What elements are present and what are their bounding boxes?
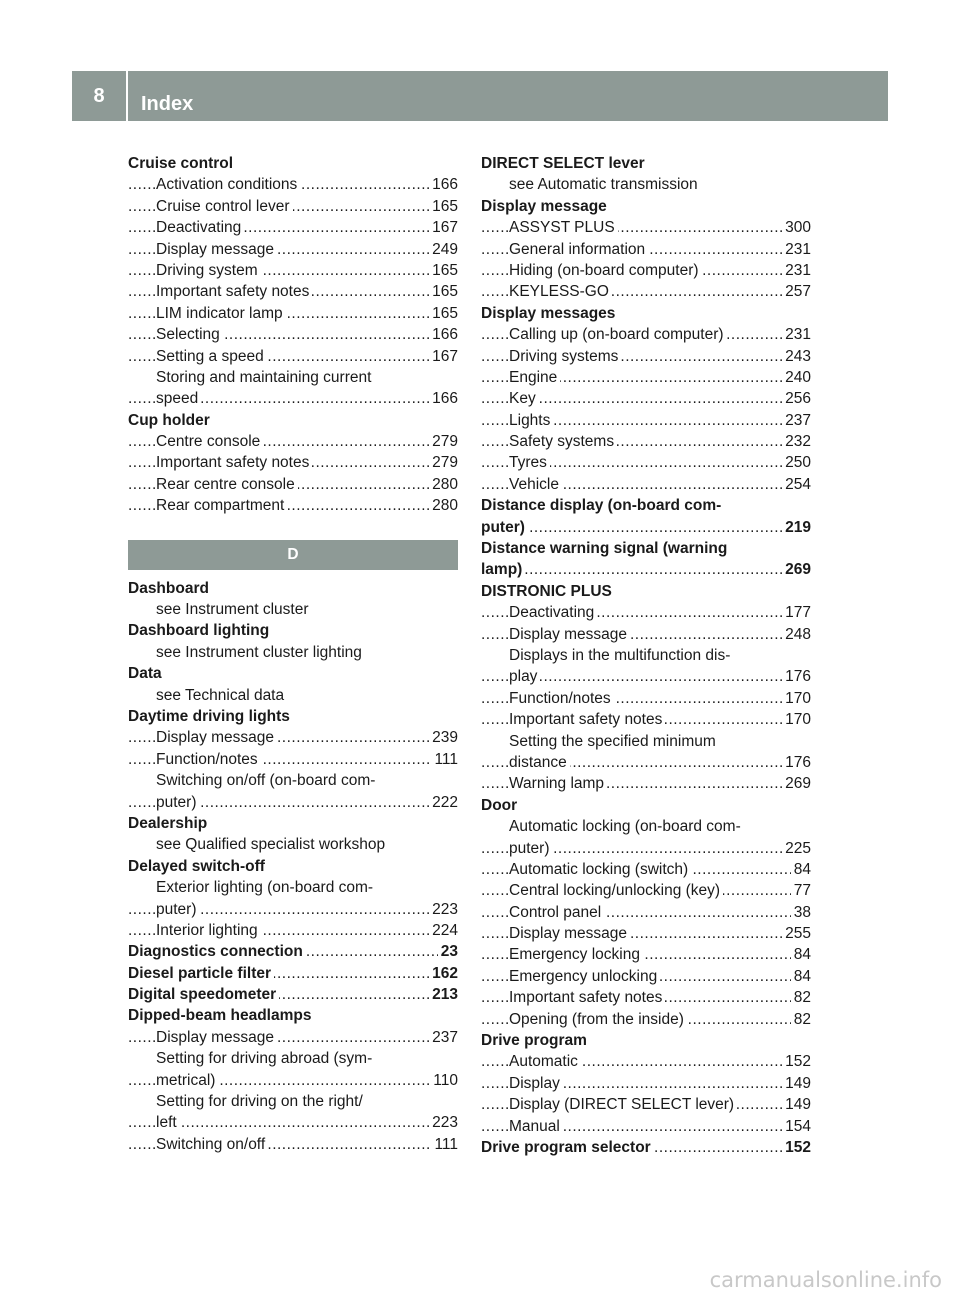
- index-entry-heading: [481, 153, 811, 174]
- entry-page-number: 167: [429, 217, 458, 238]
- entry-page-number: 162: [429, 963, 458, 984]
- entry-page-number: 222: [429, 792, 458, 813]
- index-entry-subitem: [481, 174, 811, 195]
- entry-page-number: 111: [431, 1134, 458, 1155]
- entry-label: Opening (from the inside): [509, 1011, 687, 1028]
- index-entry-subitem: [128, 685, 458, 706]
- entry-label: Engine: [509, 369, 560, 386]
- entry-label: Emergency unlocking: [509, 968, 660, 985]
- entry-label: Important safety notes: [156, 454, 312, 471]
- entry-label: Setting for driving on the right/: [156, 1093, 363, 1111]
- index-entry-subitem: [128, 727, 458, 748]
- index-entry-subitem: [481, 624, 811, 645]
- index-entry-subitem: [481, 324, 811, 345]
- entry-label: Automatic locking (on-board com-: [509, 818, 741, 836]
- index-entry-heading: [128, 410, 458, 431]
- entry-page-number: 84: [791, 966, 811, 987]
- entry-label: Dealership: [128, 814, 208, 832]
- index-entry-heading: [128, 813, 458, 834]
- index-entry-heading: [481, 538, 811, 559]
- index-entry-subitem: [128, 1112, 458, 1133]
- index-entry-subitem: [481, 239, 811, 260]
- entry-label: Control panel: [509, 904, 604, 921]
- entry-label: see Technical data: [156, 686, 285, 704]
- index-entry-subitem: [128, 877, 458, 898]
- index-entry-heading: [481, 1030, 811, 1051]
- index-entry-subitem: [481, 1051, 811, 1072]
- entry-label: Function/notes: [509, 690, 614, 707]
- entry-label: Display message: [509, 925, 630, 942]
- index-entry-subitem: [481, 944, 811, 965]
- entry-label: Data: [128, 665, 162, 683]
- index-entry-heading: [128, 706, 458, 727]
- index-entry-subitem: [481, 688, 811, 709]
- watermark: carmanualsonline.info: [709, 1268, 942, 1292]
- entry-page-number: 243: [782, 346, 811, 367]
- index-entry-subitem: [481, 388, 811, 409]
- index-entry-subitem: [128, 388, 458, 409]
- index-entry-subitem: [128, 174, 458, 195]
- index-entry-subitem: [481, 923, 811, 944]
- entry-label: Key: [509, 390, 539, 407]
- entry-label: see Automatic transmission: [509, 176, 698, 194]
- entry-label: Safety systems: [509, 433, 617, 450]
- entry-page-number: 23: [438, 941, 458, 962]
- entry-label: Central locking/unlocking (key): [509, 882, 723, 899]
- index-entry-heading: [481, 495, 811, 516]
- entry-page-number: 255: [782, 923, 811, 944]
- entry-label: Display (DIRECT SELECT lever): [509, 1096, 737, 1113]
- index-entry-subitem: [128, 920, 458, 941]
- index-entry-subitem: [481, 645, 811, 666]
- entry-label: Calling up (on-board computer): [509, 326, 727, 343]
- entry-label: Centre console: [156, 433, 263, 450]
- index-entry-heading: [128, 963, 458, 984]
- entry-label: Cup holder: [128, 411, 210, 429]
- entry-page-number: 279: [429, 452, 458, 473]
- index-entry-heading: [481, 581, 811, 602]
- index-entry-heading: [481, 303, 811, 324]
- entry-label: Rear compartment: [156, 497, 287, 514]
- entry-page-number: 269: [782, 773, 811, 794]
- entry-page-number: 110: [430, 1070, 458, 1091]
- entry-page-number: 269: [782, 559, 811, 580]
- header-bar: [72, 71, 888, 121]
- entry-page-number: 149: [782, 1073, 811, 1094]
- index-entry-subitem: [128, 452, 458, 473]
- index-entry-subitem: [481, 1094, 811, 1115]
- entry-label: Cruise control: [128, 155, 234, 172]
- entry-label: see Instrument cluster: [156, 601, 309, 619]
- index-entry-subitem: [481, 666, 811, 687]
- entry-label: Display message: [156, 1029, 277, 1046]
- index-entry-subitem: [481, 987, 811, 1008]
- entry-page-number: 154: [782, 1116, 811, 1137]
- entry-page-number: 224: [429, 920, 458, 941]
- index-entry-subitem: [128, 367, 458, 388]
- index-entry-subitem: [481, 966, 811, 987]
- entry-label: Delayed switch-off: [128, 857, 265, 875]
- index-entry-heading: [481, 795, 811, 816]
- entry-label: puter): [509, 840, 553, 857]
- entry-label: Manual: [509, 1118, 563, 1135]
- entry-page-number: 152: [782, 1137, 811, 1158]
- entry-label: Display message: [481, 197, 607, 215]
- entry-label: Driving system: [156, 262, 261, 279]
- index-entry-heading: [481, 1137, 811, 1158]
- index-entry-subitem: [128, 217, 458, 238]
- index-entry-subitem: [128, 899, 458, 920]
- index-entry-subitem: [481, 731, 811, 752]
- entry-page-number: 170: [782, 688, 811, 709]
- index-entry-subitem: [128, 324, 458, 345]
- entry-page-number: 149: [782, 1094, 811, 1115]
- section-letter-band: D: [128, 540, 458, 570]
- entry-label: left: [156, 1114, 180, 1131]
- entry-page-number: 248: [782, 624, 811, 645]
- entry-label: Dashboard lighting: [128, 622, 270, 640]
- entry-page-number: 166: [429, 324, 458, 345]
- index-entry-heading: [128, 663, 458, 684]
- entry-page-number: 84: [791, 944, 811, 965]
- index-entry-subitem: [481, 431, 811, 452]
- index-entry-subitem: [481, 752, 811, 773]
- entry-page-number: 256: [782, 388, 811, 409]
- entry-label: Vehicle: [509, 476, 562, 493]
- entry-page-number: 237: [782, 410, 811, 431]
- entry-page-number: 176: [782, 752, 811, 773]
- entry-page-number: 176: [782, 666, 811, 687]
- entry-label: Activation conditions: [156, 176, 300, 193]
- entry-label: metrical): [156, 1072, 218, 1089]
- index-entry-subitem: [128, 260, 458, 281]
- entry-page-number: 177: [782, 602, 811, 623]
- entry-page-number: 237: [429, 1027, 458, 1048]
- index-entry-subitem: [128, 196, 458, 217]
- index-entry-heading: [481, 559, 811, 580]
- entry-page-number: 166: [429, 174, 458, 195]
- entry-label: Driving systems: [509, 348, 621, 365]
- entry-label: Rear centre console: [156, 476, 298, 493]
- entry-page-number: 165: [429, 260, 458, 281]
- index-entry-subitem: [128, 346, 458, 367]
- entry-label: Tyres: [509, 454, 550, 471]
- index-column-left: [128, 153, 458, 1155]
- index-entry-heading: [128, 620, 458, 641]
- entry-label: lamp): [481, 561, 525, 578]
- index-entry-subitem: [481, 410, 811, 431]
- entry-label: Hiding (on-board computer): [509, 262, 702, 279]
- entry-label: see Qualified specialist workshop: [156, 836, 386, 854]
- entry-page-number: 249: [429, 239, 458, 260]
- index-entry-subitem: [481, 709, 811, 730]
- index-entry-subitem: [481, 1116, 811, 1137]
- entry-page-number: 84: [791, 859, 811, 880]
- entry-label: Switching on/off: [156, 1136, 268, 1153]
- entry-label: puter): [156, 901, 200, 918]
- entry-page-number: 223: [429, 1112, 458, 1133]
- index-entry-subitem: [128, 281, 458, 302]
- entry-label: Drive program selector: [481, 1139, 654, 1156]
- entry-label: Distance display (on-board com-: [481, 497, 722, 515]
- entry-page-number: 280: [429, 474, 458, 495]
- entry-label: Lights: [509, 412, 553, 429]
- entry-page-number: 111: [431, 749, 458, 770]
- entry-page-number: 219: [782, 517, 811, 538]
- entry-label: Display message: [156, 729, 277, 746]
- entry-label: distance: [509, 754, 570, 771]
- entry-page-number: 231: [782, 324, 811, 345]
- entry-label: Setting a speed: [156, 348, 267, 365]
- entry-label: Diesel particle filter: [128, 965, 274, 982]
- entry-page-number: 152: [782, 1051, 811, 1072]
- entry-label: KEYLESS-GO: [509, 283, 612, 300]
- entry-label: General information: [509, 241, 648, 258]
- page-title: Index: [141, 93, 194, 115]
- entry-label: LIM indicator lamp: [156, 305, 286, 322]
- entry-label: see Instrument cluster lighting: [156, 643, 362, 661]
- entry-label: DISTRONIC PLUS: [481, 582, 612, 600]
- index-entry-subitem: [128, 303, 458, 324]
- index-entry-subitem: [128, 474, 458, 495]
- index-entry-subitem: [128, 599, 458, 620]
- entry-label: puter): [156, 794, 200, 811]
- entry-label: Distance warning signal (warning: [481, 540, 728, 558]
- index-entry-subitem: [481, 773, 811, 794]
- entry-page-number: 280: [429, 495, 458, 516]
- entry-label: ASSYST PLUS: [509, 219, 618, 236]
- entry-page-number: 250: [782, 452, 811, 473]
- entry-page-number: 82: [791, 987, 811, 1008]
- entry-label: puter): [481, 519, 528, 536]
- entry-page-number: 38: [791, 902, 811, 923]
- index-entry-heading: [128, 941, 458, 962]
- entry-label: Warning lamp: [509, 775, 607, 792]
- page-number: 8: [93, 85, 105, 107]
- entry-label: Deactivating: [509, 604, 597, 621]
- entry-page-number: 232: [782, 431, 811, 452]
- entry-label: Automatic locking (switch): [509, 861, 691, 878]
- entry-label: Setting for driving abroad (sym-: [156, 1050, 373, 1068]
- entry-label: Door: [481, 796, 518, 814]
- entry-page-number: 213: [429, 984, 458, 1005]
- entry-page-number: 77: [791, 880, 811, 901]
- index-entry-subitem: [481, 281, 811, 302]
- entry-label: DIRECT SELECT lever: [481, 155, 645, 172]
- entry-label: Dashboard: [128, 579, 209, 597]
- index-entry-heading: [481, 517, 811, 538]
- index-entry-subitem: [481, 260, 811, 281]
- index-entry-subitem: [128, 495, 458, 516]
- entry-page-number: 257: [782, 281, 811, 302]
- entry-label: Displays in the multifunction dis-: [509, 646, 731, 664]
- index-entry-subitem: [481, 816, 811, 837]
- index-group-d-continued: [481, 153, 811, 1158]
- index-entry-subitem: [128, 1091, 458, 1112]
- entry-page-number: 165: [429, 303, 458, 324]
- entry-page-number: 231: [782, 260, 811, 281]
- entry-label: Emergency locking: [509, 946, 643, 963]
- index-entry-subitem: [128, 1048, 458, 1069]
- entry-page-number: 167: [429, 346, 458, 367]
- entry-label: Deactivating: [156, 219, 244, 236]
- entry-label: Display message: [156, 241, 277, 258]
- index-entry-subitem: [481, 217, 811, 238]
- entry-label: Function/notes: [156, 751, 261, 768]
- index-entry-subitem: [481, 902, 811, 923]
- index-entry-subitem: [481, 1073, 811, 1094]
- entry-label: Important safety notes: [509, 711, 665, 728]
- entry-label: speed: [156, 390, 201, 407]
- entry-label: Cruise control lever: [156, 198, 293, 215]
- index-entry-subitem: [128, 431, 458, 452]
- index-entry-heading: [481, 196, 811, 217]
- index-entry-subitem: [128, 834, 458, 855]
- index-entry-heading: [128, 578, 458, 599]
- index-entry-subitem: [481, 880, 811, 901]
- entry-page-number: 225: [782, 838, 811, 859]
- index-entry-subitem: [128, 1027, 458, 1048]
- entry-page-number: 82: [791, 1009, 811, 1030]
- entry-label: Dipped-beam headlamps: [128, 1007, 312, 1025]
- entry-page-number: 166: [429, 388, 458, 409]
- entry-label: Daytime driving lights: [128, 707, 290, 725]
- entry-label: Selecting: [156, 326, 223, 343]
- entry-page-number: 223: [429, 899, 458, 920]
- index-entry-subitem: [481, 1009, 811, 1030]
- entry-page-number: 254: [782, 474, 811, 495]
- entry-label: Drive program: [481, 1032, 587, 1050]
- index-entry-subitem: [481, 367, 811, 388]
- entry-label: Diagnostics connection: [128, 943, 306, 960]
- entry-page-number: 240: [782, 367, 811, 388]
- entry-label: Important safety notes: [156, 283, 312, 300]
- entry-page-number: 239: [429, 727, 458, 748]
- index-entry-subitem: [481, 452, 811, 473]
- entry-page-number: 165: [429, 196, 458, 217]
- entry-label: Exterior lighting (on-board com-: [156, 879, 374, 897]
- index-entry-heading: [128, 984, 458, 1005]
- entry-label: Interior lighting: [156, 922, 261, 939]
- index-entry-heading: [128, 1005, 458, 1026]
- entry-label: Automatic: [509, 1053, 581, 1070]
- index-entry-subitem: [128, 1134, 458, 1155]
- entry-label: Display messages: [481, 304, 616, 322]
- entry-label: Storing and maintaining current: [156, 368, 372, 386]
- entry-page-number: 231: [782, 239, 811, 260]
- index-entry-subitem: [128, 749, 458, 770]
- entry-label: Switching on/off (on-board com-: [156, 772, 376, 790]
- entry-label: Important safety notes: [509, 989, 665, 1006]
- index-entry-subitem: [481, 346, 811, 367]
- index-entry-subitem: [481, 859, 811, 880]
- entry-page-number: 170: [782, 709, 811, 730]
- entry-page-number: 165: [429, 281, 458, 302]
- entry-label: Display message: [509, 626, 630, 643]
- index-entry-subitem: [128, 1070, 458, 1091]
- entry-label: Setting the specified minimum: [509, 732, 716, 750]
- index-entry-subitem: [128, 239, 458, 260]
- entry-page-number: 279: [429, 431, 458, 452]
- index-group-c: [128, 153, 458, 517]
- index-entry-subitem: [128, 792, 458, 813]
- entry-label: play: [509, 668, 540, 685]
- entry-label: Display: [509, 1075, 563, 1092]
- index-group-d: [128, 578, 458, 1156]
- header-divider: [126, 71, 128, 121]
- index-column-right: [481, 153, 811, 1158]
- index-entry-subitem: [128, 642, 458, 663]
- index-entry-heading: [128, 153, 458, 174]
- index-entry-subitem: [481, 474, 811, 495]
- index-entry-subitem: [481, 838, 811, 859]
- entry-page-number: 300: [782, 217, 811, 238]
- index-entry-subitem: [128, 770, 458, 791]
- index-entry-heading: [128, 856, 458, 877]
- entry-label: Digital speedometer: [128, 986, 279, 1003]
- index-entry-subitem: [481, 602, 811, 623]
